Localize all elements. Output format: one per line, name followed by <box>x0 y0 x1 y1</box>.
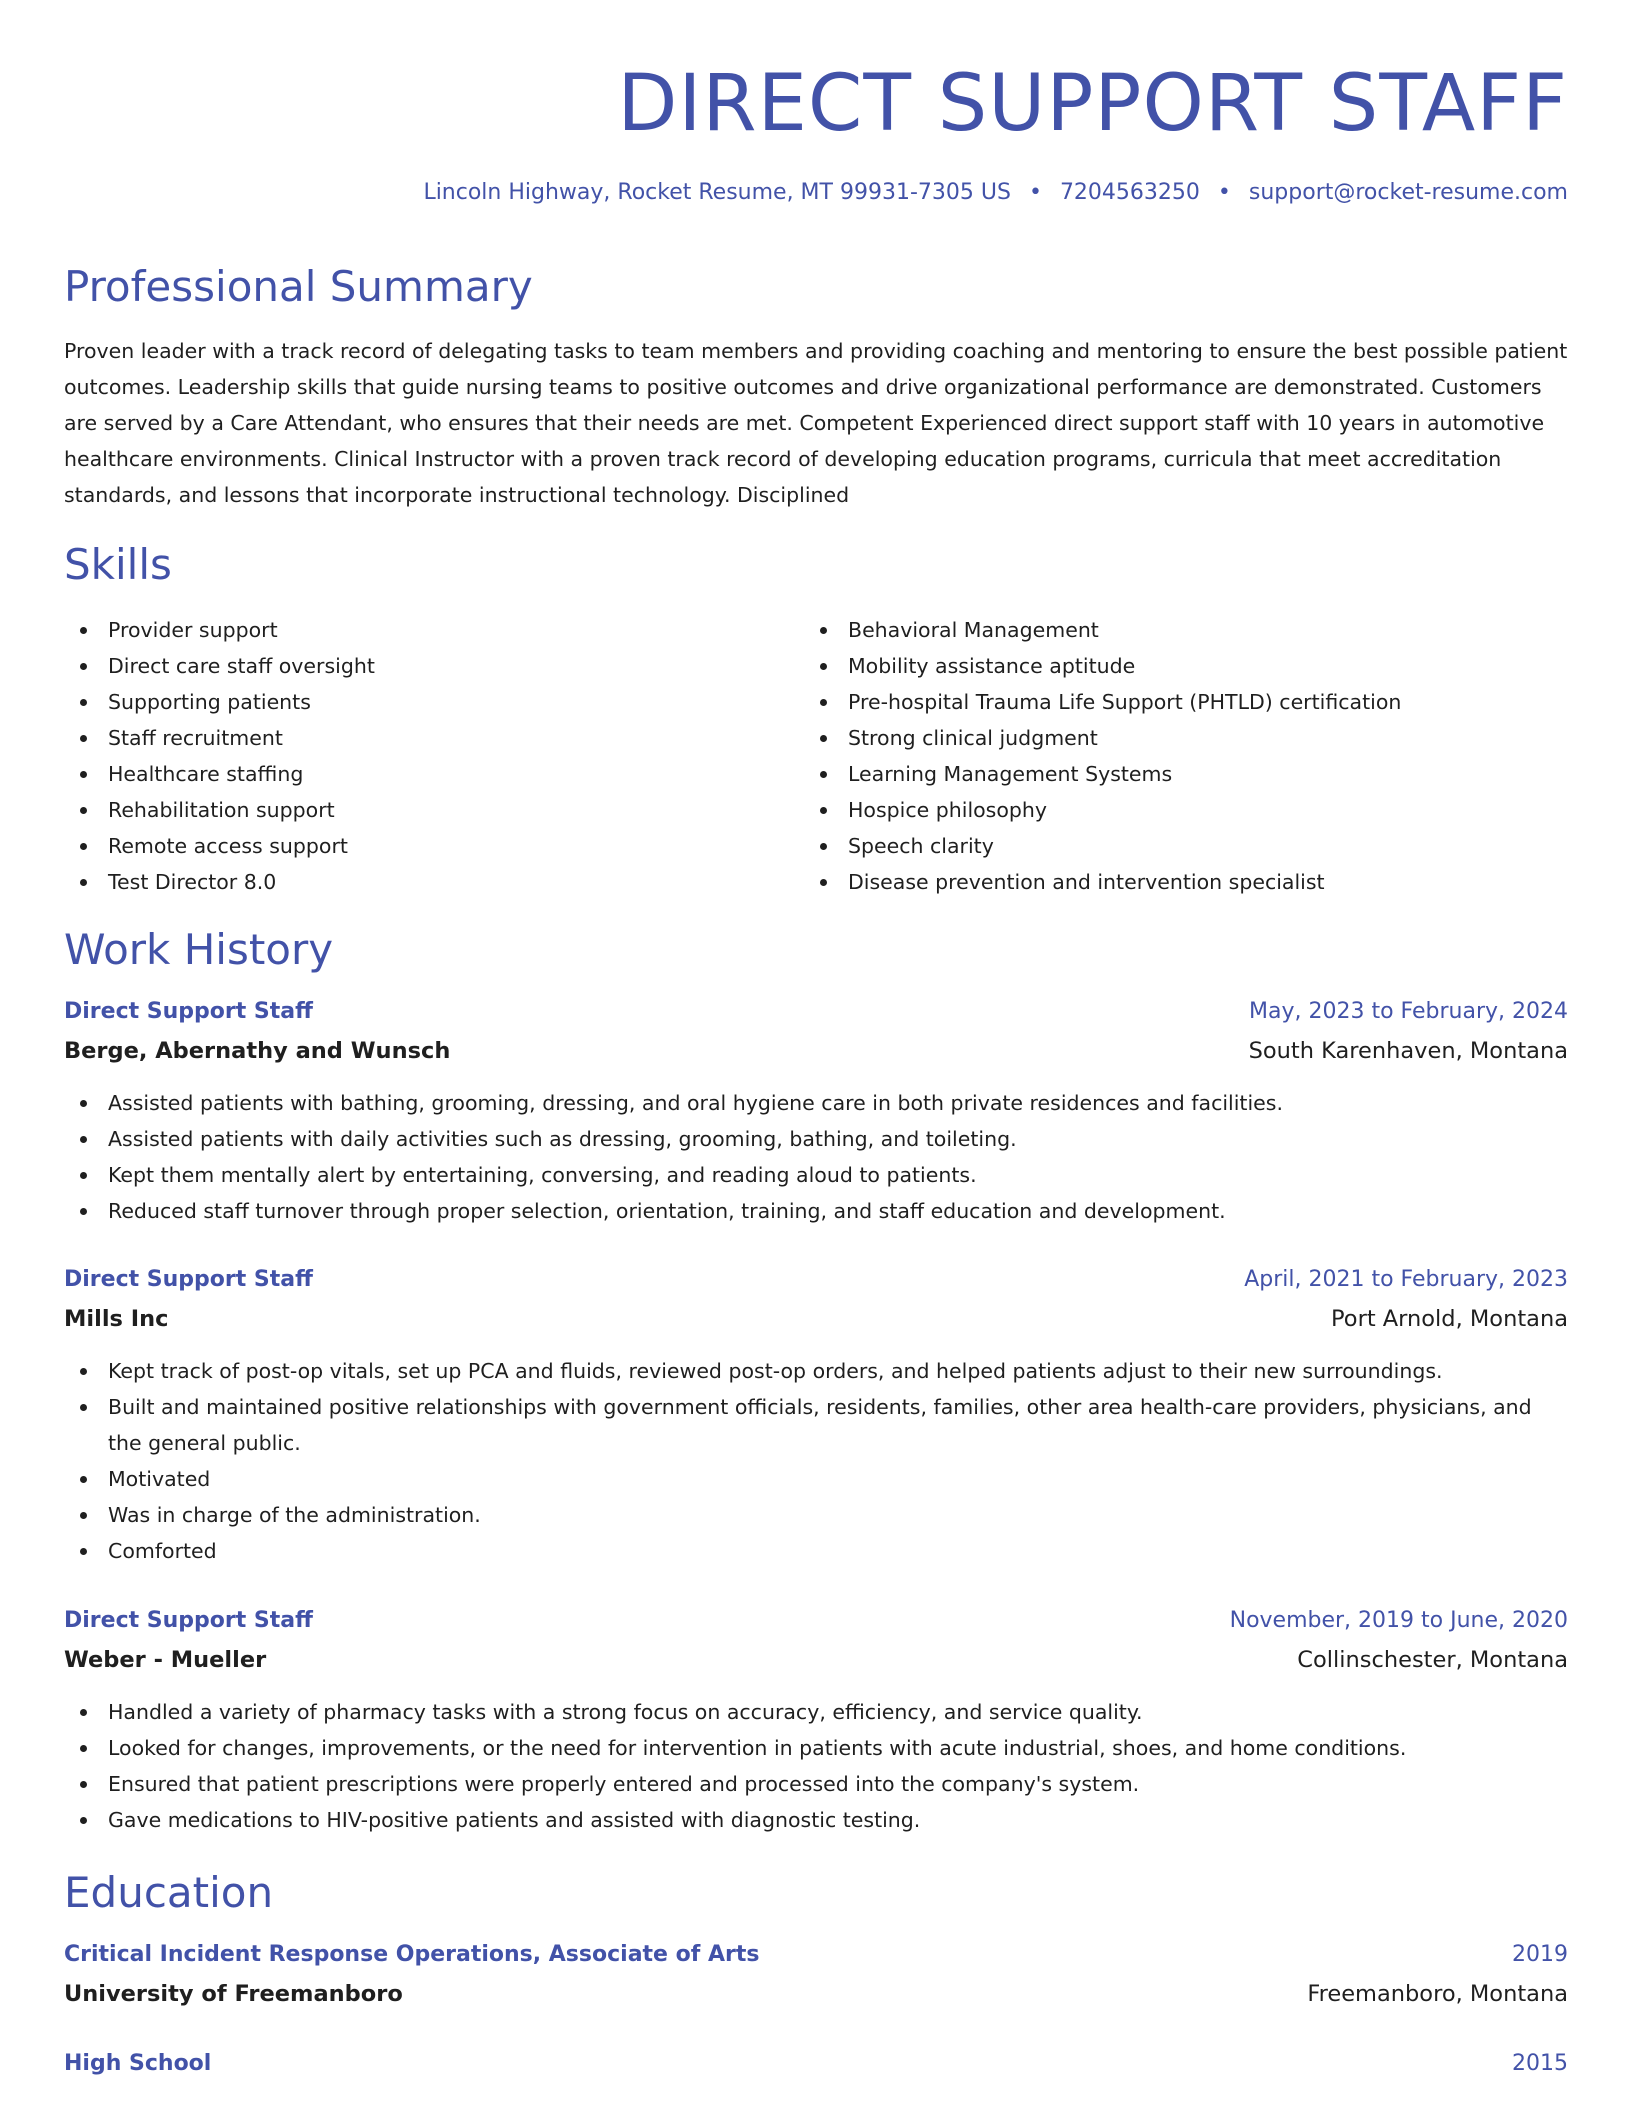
job-bullet: Reduced staff turnover through proper selection, orientation, training, and staff education and development. <box>64 1193 1568 1229</box>
skill-item: Direct care staff oversight <box>64 648 804 684</box>
contact-line <box>423 178 1568 208</box>
skill-item: Supporting patients <box>64 684 804 720</box>
section-title-work-history: Work History <box>64 925 334 974</box>
school-name: University of Freemanboro <box>64 1981 403 2007</box>
job-location: Port Arnold, Montana <box>1331 1306 1568 1332</box>
company-name: Mills Inc <box>64 1306 169 1332</box>
job-title: Direct Support Staff <box>64 1608 313 1633</box>
school-location: Freemanboro, Montana <box>1307 1981 1568 2007</box>
job-bullets <box>64 1694 1568 1838</box>
skills-list <box>64 612 1568 900</box>
skill-item: Test Director 8.0 <box>64 864 804 900</box>
phone[interactable]: 7204563250 <box>1059 180 1200 205</box>
section-title-skills: Skills <box>64 540 172 589</box>
job-entry <box>64 997 1568 1229</box>
separator-dot: • <box>1028 180 1042 205</box>
skill-item: Learning Management Systems <box>804 756 1544 792</box>
skill-item: Healthcare staffing <box>64 756 804 792</box>
job-bullet: Comforted <box>64 1533 1568 1569</box>
skill-item: Strong clinical judgment <box>804 720 1544 756</box>
skills-column-right <box>804 612 1544 900</box>
graduation-year: 2019 <box>1512 1942 1568 1967</box>
skills-column-left <box>64 612 804 900</box>
job-location: Collinschester, Montana <box>1297 1647 1568 1673</box>
skill-item: Speech clarity <box>804 828 1544 864</box>
job-bullet: Built and maintained positive relationships with government officials, residents, families, other area health-care providers, physicians, and the general public. <box>64 1389 1568 1461</box>
skill-item: Pre-hospital Trauma Life Support (PHTLD) certification <box>804 684 1544 720</box>
skill-item: Rehabilitation support <box>64 792 804 828</box>
skill-item: Hospice philosophy <box>804 792 1544 828</box>
candidate-name: DIRECT SUPPORT STAFF <box>617 59 1568 149</box>
company-name: Weber - Mueller <box>64 1647 267 1673</box>
skill-item: Staff recruitment <box>64 720 804 756</box>
section-title-education: Education <box>64 1868 274 1917</box>
job-bullet: Motivated <box>64 1461 1568 1497</box>
skill-item: Mobility assistance aptitude <box>804 648 1544 684</box>
skill-item: Remote access support <box>64 828 804 864</box>
job-bullet: Kept track of post-op vitals, set up PCA and fluids, reviewed post-op orders, and helped patients adjust to their new surroundings. <box>64 1353 1568 1389</box>
separator-dot: • <box>1217 180 1231 205</box>
job-bullets <box>64 1085 1568 1229</box>
job-entry <box>64 1265 1568 1569</box>
summary-text: Proven leader with a track record of delegating tasks to team members and providing coaching and mentoring to ensure the best possible patient outcomes. Leadership skills that guide nursing teams to positive outcomes and drive organizational performance are demonstrated. Customers are served by a Care Attendant, who ensures that their needs are met. Competent Experienced direct support staff with 10 years in automotive healthcare environments. Clinical Instructor with a proven track record of developing education programs, curricula that meet accreditation standards, and lessons that incorporate instructional technology. Disciplined <box>64 339 1568 507</box>
section-title-summary: Professional Summary <box>64 262 533 311</box>
job-location: South Karenhaven, Montana <box>1248 1038 1568 1064</box>
email-link[interactable]: support@rocket-resume.com <box>1248 180 1568 205</box>
job-dates: May, 2023 to February, 2024 <box>1249 999 1568 1024</box>
degree: High School <box>64 2051 212 2076</box>
job-dates: April, 2021 to February, 2023 <box>1244 1267 1568 1292</box>
skill-item: Provider support <box>64 612 804 648</box>
job-entry <box>64 1606 1568 1838</box>
graduation-year: 2015 <box>1512 2051 1568 2076</box>
job-bullet: Assisted patients with daily activities such as dressing, grooming, bathing, and toileting. <box>64 1121 1568 1157</box>
job-bullet: Kept them mentally alert by entertaining, conversing, and reading aloud to patients. <box>64 1157 1568 1193</box>
job-bullet: Was in charge of the administration. <box>64 1497 1568 1533</box>
job-bullet: Handled a variety of pharmacy tasks with a strong focus on accuracy, efficiency, and service quality. <box>64 1694 1568 1730</box>
job-dates: November, 2019 to June, 2020 <box>1229 1608 1568 1633</box>
job-title: Direct Support Staff <box>64 1267 313 1292</box>
job-bullets <box>64 1353 1568 1569</box>
job-bullet: Looked for changes, improvements, or the need for intervention in patients with acute industrial, shoes, and home conditions. <box>64 1730 1568 1766</box>
education-entry <box>64 1940 1568 2010</box>
job-bullet: Gave medications to HIV-positive patients and assisted with diagnostic testing. <box>64 1802 1568 1838</box>
job-bullet: Ensured that patient prescriptions were properly entered and processed into the company's system. <box>64 1766 1568 1802</box>
education-entry <box>64 2049 1568 2079</box>
company-name: Berge, Abernathy and Wunsch <box>64 1038 451 1064</box>
job-title: Direct Support Staff <box>64 999 313 1024</box>
job-bullet: Assisted patients with bathing, grooming, dressing, and oral hygiene care in both private residences and facilities. <box>64 1085 1568 1121</box>
degree: Critical Incident Response Operations, Associate of Arts <box>64 1942 760 1967</box>
skill-item: Behavioral Management <box>804 612 1544 648</box>
address: Lincoln Highway, Rocket Resume, MT 99931-7305 US <box>423 180 1011 205</box>
skill-item: Disease prevention and intervention specialist <box>804 864 1544 900</box>
